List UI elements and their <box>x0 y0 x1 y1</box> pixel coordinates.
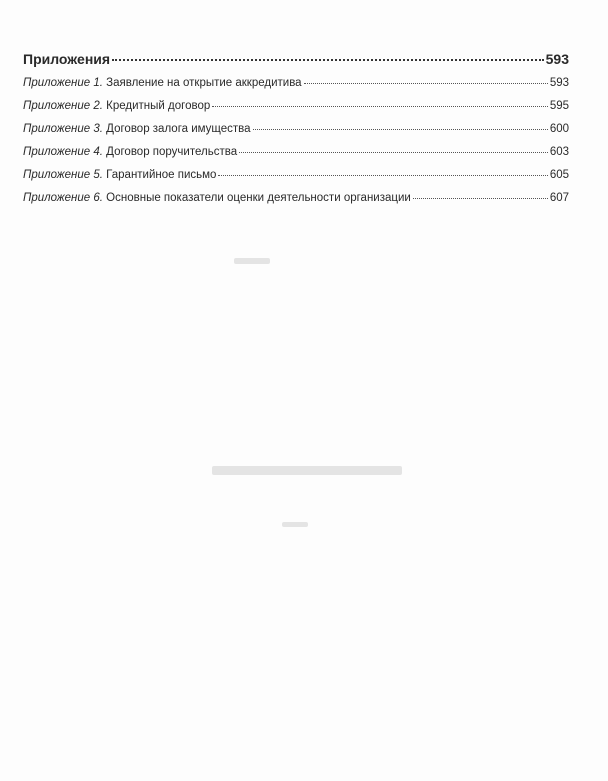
entry-page-number: 600 <box>549 123 569 135</box>
entry-prefix: Приложение 3. <box>23 123 103 135</box>
entry-prefix: Приложение 5. <box>23 169 103 181</box>
dot-leader <box>304 83 548 84</box>
entry-title: Кредитный договор <box>106 100 211 112</box>
entry-prefix: Приложение 4. <box>23 146 103 158</box>
entry-title: Основные показатели оценки деятельности организации <box>106 192 411 204</box>
section-title: Приложения <box>23 51 111 67</box>
entry-page-number: 595 <box>549 100 569 112</box>
toc-section-header[interactable] <box>23 51 569 67</box>
entry-prefix: Приложение 2. <box>23 100 103 112</box>
section-page-number: 593 <box>545 51 569 67</box>
dot-leader <box>112 59 544 61</box>
toc-entry-6[interactable] <box>23 192 569 205</box>
scan-artifact <box>212 466 402 475</box>
entry-title: Гарантийное письмо <box>106 169 217 181</box>
entry-title: Договор поручительства <box>106 146 238 158</box>
dot-leader <box>239 152 548 153</box>
scan-artifact <box>234 258 270 264</box>
toc-entry-1[interactable] <box>23 77 569 90</box>
toc-entry-4[interactable] <box>23 146 569 159</box>
entry-title: Договор залога имущества <box>106 123 251 135</box>
entry-prefix: Приложение 6. <box>23 192 103 204</box>
table-of-contents <box>23 51 569 205</box>
toc-entry-5[interactable] <box>23 169 569 182</box>
entry-page-number: 593 <box>549 77 569 89</box>
toc-entry-2[interactable] <box>23 100 569 113</box>
toc-entry-3[interactable] <box>23 123 569 136</box>
scan-artifact <box>282 522 308 527</box>
entry-title: Заявление на открытие аккредитива <box>106 77 302 89</box>
dot-leader <box>413 198 548 199</box>
dot-leader <box>212 106 548 107</box>
entry-page-number: 605 <box>549 169 569 181</box>
entry-page-number: 607 <box>549 192 569 204</box>
entry-prefix: Приложение 1. <box>23 77 103 89</box>
dot-leader <box>218 175 547 176</box>
entry-page-number: 603 <box>549 146 569 158</box>
dot-leader <box>253 129 548 130</box>
